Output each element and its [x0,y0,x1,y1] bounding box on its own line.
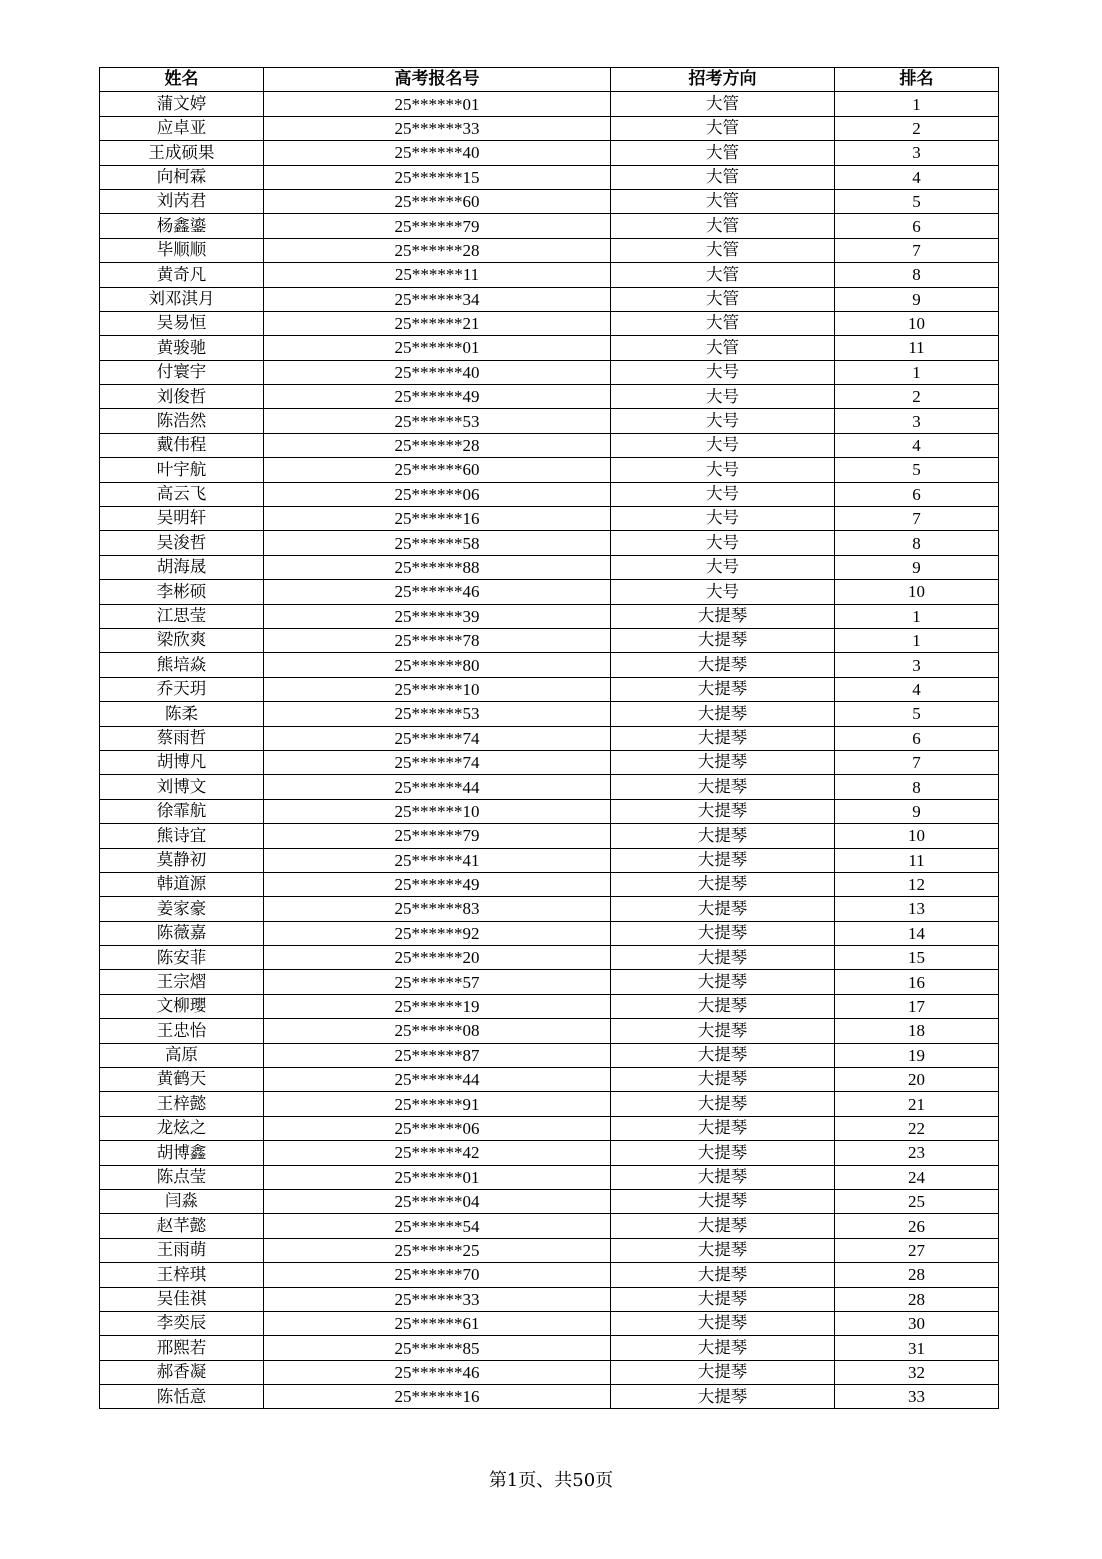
table-row [100,189,999,213]
table-row [100,1068,999,1092]
table-row [100,336,999,360]
cell-rank: 6 [835,482,999,506]
cell-exam-number: 25******21 [264,311,611,335]
table-row [100,921,999,945]
cell-rank: 8 [835,531,999,555]
cell-exam-number: 25******79 [264,214,611,238]
cell-exam-number: 25******33 [264,116,611,140]
cell-name: 杨鑫鎏 [100,214,264,238]
cell-exam-number: 25******74 [264,726,611,750]
cell-exam-number: 25******15 [264,165,611,189]
cell-exam-number: 25******46 [264,580,611,604]
cell-name: 郝香凝 [100,1360,264,1384]
cell-name: 熊培焱 [100,653,264,677]
cell-rank: 3 [835,409,999,433]
table-row [100,799,999,823]
cell-name: 陈恬意 [100,1385,264,1409]
cell-name: 吴浚哲 [100,531,264,555]
table-row [100,409,999,433]
cell-name: 文柳瓔 [100,994,264,1018]
cell-direction: 大提琴 [611,1092,835,1116]
cell-rank: 4 [835,677,999,701]
table-row [100,1116,999,1140]
cell-rank: 10 [835,824,999,848]
table-row [100,946,999,970]
cell-name: 蔡雨哲 [100,726,264,750]
cell-name: 吴明轩 [100,507,264,531]
cell-name: 应卓亚 [100,116,264,140]
header-direction: 招考方向 [611,68,835,92]
table-row [100,628,999,652]
cell-name: 徐霏航 [100,799,264,823]
cell-direction: 大提琴 [611,799,835,823]
cell-name: 莫静初 [100,848,264,872]
cell-rank: 2 [835,385,999,409]
cell-direction: 大管 [611,92,835,116]
cell-name: 胡博鑫 [100,1141,264,1165]
cell-name: 陈安菲 [100,946,264,970]
table-row [100,1141,999,1165]
table-row [100,1092,999,1116]
cell-name: 乔天玥 [100,677,264,701]
cell-rank: 10 [835,580,999,604]
cell-exam-number: 25******01 [264,1165,611,1189]
cell-rank: 1 [835,604,999,628]
cell-rank: 23 [835,1141,999,1165]
cell-rank: 26 [835,1214,999,1238]
cell-name: 黄奇凡 [100,263,264,287]
table-row [100,1043,999,1067]
table-row [100,287,999,311]
cell-rank: 28 [835,1287,999,1311]
page-number: 第1页、共50页 [488,1470,614,1491]
cell-exam-number: 25******87 [264,1043,611,1067]
cell-exam-number: 25******61 [264,1311,611,1335]
table-row [100,653,999,677]
cell-direction: 大提琴 [611,1287,835,1311]
cell-rank: 27 [835,1238,999,1262]
cell-direction: 大号 [611,433,835,457]
table-row [100,677,999,701]
header-name: 姓名 [100,68,264,92]
cell-rank: 25 [835,1189,999,1213]
cell-exam-number: 25******16 [264,507,611,531]
cell-name: 胡博凡 [100,750,264,774]
cell-direction: 大管 [611,311,835,335]
cell-direction: 大提琴 [611,1263,835,1287]
cell-direction: 大号 [611,555,835,579]
cell-rank: 5 [835,702,999,726]
cell-direction: 大提琴 [611,1068,835,1092]
table-row [100,433,999,457]
cell-rank: 16 [835,970,999,994]
cell-rank: 10 [835,311,999,335]
cell-direction: 大提琴 [611,1189,835,1213]
table-row [100,604,999,628]
cell-rank: 6 [835,726,999,750]
cell-rank: 8 [835,263,999,287]
table-row [100,507,999,531]
table-row [100,1287,999,1311]
table-row [100,970,999,994]
table-row [100,238,999,262]
cell-direction: 大号 [611,580,835,604]
cell-direction: 大管 [611,238,835,262]
cell-direction: 大提琴 [611,872,835,896]
cell-exam-number: 25******78 [264,628,611,652]
table-row [100,165,999,189]
cell-rank: 4 [835,165,999,189]
cell-name: 高云飞 [100,482,264,506]
cell-exam-number: 25******19 [264,994,611,1018]
cell-direction: 大号 [611,482,835,506]
cell-direction: 大提琴 [611,702,835,726]
cell-direction: 大管 [611,189,835,213]
cell-direction: 大提琴 [611,604,835,628]
cell-rank: 1 [835,360,999,384]
cell-name: 王梓琪 [100,1263,264,1287]
table-row [100,385,999,409]
cell-direction: 大提琴 [611,1116,835,1140]
cell-exam-number: 25******53 [264,702,611,726]
cell-name: 赵芊懿 [100,1214,264,1238]
cell-direction: 大管 [611,336,835,360]
cell-exam-number: 25******40 [264,141,611,165]
cell-name: 陈浩然 [100,409,264,433]
cell-rank: 6 [835,214,999,238]
cell-rank: 7 [835,750,999,774]
cell-exam-number: 25******80 [264,653,611,677]
cell-name: 邢熙若 [100,1336,264,1360]
ranking-table [99,67,999,1409]
cell-name: 毕顺顺 [100,238,264,262]
cell-name: 向柯霖 [100,165,264,189]
cell-exam-number: 25******53 [264,409,611,433]
cell-exam-number: 25******10 [264,677,611,701]
table-row [100,360,999,384]
cell-name: 黄骏驰 [100,336,264,360]
cell-rank: 33 [835,1385,999,1409]
cell-direction: 大提琴 [611,726,835,750]
cell-name: 李奕辰 [100,1311,264,1335]
cell-direction: 大提琴 [611,1043,835,1067]
header-rank: 排名 [835,68,999,92]
cell-direction: 大号 [611,360,835,384]
cell-rank: 9 [835,555,999,579]
table-row [100,1019,999,1043]
cell-exam-number: 25******10 [264,799,611,823]
cell-name: 韩道源 [100,872,264,896]
cell-exam-number: 25******42 [264,1141,611,1165]
cell-exam-number: 25******79 [264,824,611,848]
cell-name: 陈薇嘉 [100,921,264,945]
table-row [100,214,999,238]
cell-rank: 21 [835,1092,999,1116]
cell-exam-number: 25******06 [264,1116,611,1140]
table-row [100,116,999,140]
table-row [100,824,999,848]
table-row [100,750,999,774]
cell-exam-number: 25******83 [264,897,611,921]
cell-name: 戴伟程 [100,433,264,457]
cell-rank: 15 [835,946,999,970]
table-row [100,872,999,896]
table-row [100,92,999,116]
cell-rank: 17 [835,994,999,1018]
cell-exam-number: 25******16 [264,1385,611,1409]
cell-exam-number: 25******54 [264,1214,611,1238]
cell-exam-number: 25******70 [264,1263,611,1287]
cell-name: 熊诗宜 [100,824,264,848]
cell-direction: 大提琴 [611,1336,835,1360]
table-row [100,1311,999,1335]
cell-name: 李彬硕 [100,580,264,604]
cell-rank: 14 [835,921,999,945]
table-row [100,1263,999,1287]
cell-rank: 1 [835,92,999,116]
cell-exam-number: 25******33 [264,1287,611,1311]
cell-exam-number: 25******91 [264,1092,611,1116]
cell-direction: 大提琴 [611,824,835,848]
cell-exam-number: 25******11 [264,263,611,287]
table-row [100,1165,999,1189]
cell-direction: 大提琴 [611,1214,835,1238]
cell-exam-number: 25******58 [264,531,611,555]
cell-exam-number: 25******41 [264,848,611,872]
cell-direction: 大号 [611,409,835,433]
cell-direction: 大提琴 [611,1141,835,1165]
cell-name: 王宗熠 [100,970,264,994]
cell-exam-number: 25******49 [264,872,611,896]
cell-rank: 2 [835,116,999,140]
table-row [100,482,999,506]
table-row [100,1214,999,1238]
cell-rank: 7 [835,507,999,531]
table-row [100,1189,999,1213]
cell-exam-number: 25******04 [264,1189,611,1213]
cell-rank: 24 [835,1165,999,1189]
cell-direction: 大管 [611,165,835,189]
cell-rank: 32 [835,1360,999,1384]
cell-rank: 18 [835,1019,999,1043]
cell-name: 陈柔 [100,702,264,726]
cell-direction: 大管 [611,287,835,311]
cell-rank: 13 [835,897,999,921]
cell-name: 付寰宇 [100,360,264,384]
table-row [100,555,999,579]
cell-rank: 30 [835,1311,999,1335]
cell-exam-number: 25******25 [264,1238,611,1262]
header-exam-number: 高考报名号 [264,68,611,92]
cell-exam-number: 25******74 [264,750,611,774]
cell-exam-number: 25******06 [264,482,611,506]
cell-rank: 7 [835,238,999,262]
cell-name: 高原 [100,1043,264,1067]
cell-exam-number: 25******49 [264,385,611,409]
cell-name: 蒲文婷 [100,92,264,116]
table-row [100,580,999,604]
cell-direction: 大提琴 [611,628,835,652]
cell-name: 王梓懿 [100,1092,264,1116]
cell-direction: 大提琴 [611,750,835,774]
cell-exam-number: 25******60 [264,189,611,213]
cell-exam-number: 25******20 [264,946,611,970]
cell-rank: 20 [835,1068,999,1092]
cell-rank: 31 [835,1336,999,1360]
table-row [100,897,999,921]
cell-exam-number: 25******44 [264,775,611,799]
cell-name: 刘博文 [100,775,264,799]
cell-direction: 大提琴 [611,1019,835,1043]
cell-exam-number: 25******92 [264,921,611,945]
cell-rank: 1 [835,628,999,652]
table-row [100,1385,999,1409]
cell-rank: 3 [835,141,999,165]
cell-direction: 大号 [611,458,835,482]
table-row [100,1336,999,1360]
table-row [100,311,999,335]
cell-name: 胡海晟 [100,555,264,579]
cell-name: 姜家豪 [100,897,264,921]
cell-direction: 大提琴 [611,897,835,921]
cell-direction: 大管 [611,263,835,287]
table-row [100,1360,999,1384]
cell-direction: 大提琴 [611,1165,835,1189]
cell-exam-number: 25******34 [264,287,611,311]
table-row [100,1238,999,1262]
table-row [100,726,999,750]
cell-direction: 大提琴 [611,653,835,677]
cell-rank: 11 [835,336,999,360]
table-row [100,702,999,726]
table-header-row [100,68,999,92]
cell-rank: 19 [835,1043,999,1067]
cell-direction: 大提琴 [611,1385,835,1409]
cell-exam-number: 25******08 [264,1019,611,1043]
table-row [100,141,999,165]
cell-exam-number: 25******57 [264,970,611,994]
cell-direction: 大提琴 [611,848,835,872]
cell-direction: 大管 [611,214,835,238]
cell-exam-number: 25******46 [264,1360,611,1384]
cell-rank: 9 [835,799,999,823]
cell-direction: 大号 [611,507,835,531]
cell-name: 王成硕果 [100,141,264,165]
cell-name: 黄鹤天 [100,1068,264,1092]
cell-rank: 4 [835,433,999,457]
cell-exam-number: 25******28 [264,433,611,457]
cell-rank: 3 [835,653,999,677]
cell-exam-number: 25******01 [264,92,611,116]
cell-name: 刘俊哲 [100,385,264,409]
cell-exam-number: 25******01 [264,336,611,360]
cell-direction: 大提琴 [611,1360,835,1384]
cell-name: 梁欣爽 [100,628,264,652]
table-row [100,994,999,1018]
cell-exam-number: 25******39 [264,604,611,628]
cell-name: 叶宇航 [100,458,264,482]
cell-rank: 11 [835,848,999,872]
cell-exam-number: 25******60 [264,458,611,482]
cell-direction: 大号 [611,385,835,409]
cell-name: 王雨萌 [100,1238,264,1262]
table-row [100,531,999,555]
cell-rank: 9 [835,287,999,311]
cell-rank: 28 [835,1263,999,1287]
cell-direction: 大提琴 [611,921,835,945]
cell-rank: 5 [835,189,999,213]
cell-exam-number: 25******88 [264,555,611,579]
cell-direction: 大号 [611,531,835,555]
cell-name: 吴易恒 [100,311,264,335]
table-row [100,775,999,799]
cell-exam-number: 25******44 [264,1068,611,1092]
cell-rank: 8 [835,775,999,799]
cell-direction: 大提琴 [611,1311,835,1335]
table-row [100,263,999,287]
table-row [100,458,999,482]
cell-name: 龙炫之 [100,1116,264,1140]
cell-name: 吴佳祺 [100,1287,264,1311]
table-row [100,848,999,872]
cell-name: 江思莹 [100,604,264,628]
cell-rank: 22 [835,1116,999,1140]
cell-direction: 大提琴 [611,677,835,701]
cell-name: 陈点莹 [100,1165,264,1189]
cell-direction: 大提琴 [611,775,835,799]
cell-direction: 大提琴 [611,1238,835,1262]
cell-exam-number: 25******40 [264,360,611,384]
cell-name: 刘邓淇月 [100,287,264,311]
cell-rank: 5 [835,458,999,482]
cell-direction: 大提琴 [611,970,835,994]
cell-exam-number: 25******28 [264,238,611,262]
cell-name: 刘芮君 [100,189,264,213]
cell-name: 闫淼 [100,1189,264,1213]
cell-name: 王忠怡 [100,1019,264,1043]
cell-direction: 大管 [611,141,835,165]
cell-direction: 大提琴 [611,994,835,1018]
cell-exam-number: 25******85 [264,1336,611,1360]
cell-direction: 大管 [611,116,835,140]
cell-rank: 12 [835,872,999,896]
cell-direction: 大提琴 [611,946,835,970]
table-body [100,92,999,1409]
